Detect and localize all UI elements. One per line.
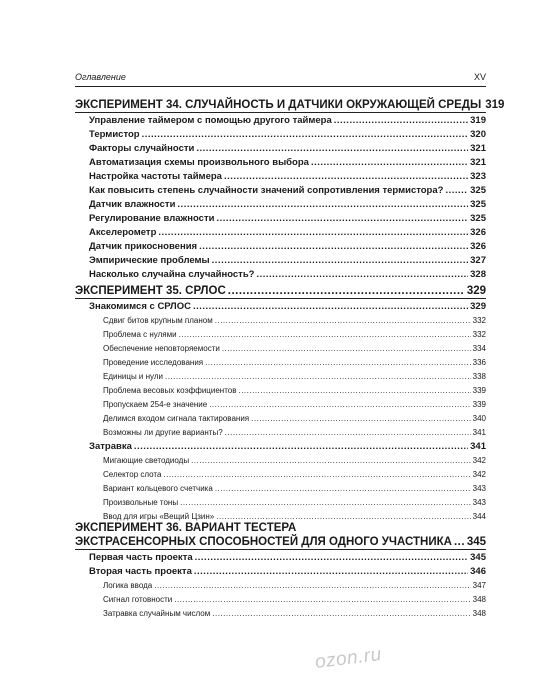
toc-subentry-label: Логика ввода bbox=[103, 581, 153, 590]
toc-entry-label: Управление таймером с помощью другого таймера bbox=[89, 115, 332, 126]
toc-subentry[interactable] bbox=[103, 398, 486, 411]
toc-page-number: 344 bbox=[472, 512, 486, 521]
toc-subentry-label: Проведение исследования bbox=[103, 358, 204, 367]
toc-entry-label: Регулирование влажности bbox=[89, 213, 215, 224]
toc-page-number: 323 bbox=[470, 171, 486, 182]
toc-subentry[interactable] bbox=[103, 314, 486, 327]
toc-leader bbox=[194, 565, 468, 578]
toc-chapter-36[interactable] bbox=[75, 536, 486, 549]
toc-subentry[interactable] bbox=[103, 412, 486, 425]
toc-entry[interactable] bbox=[89, 128, 486, 141]
toc-subentry-label: Проблема весовых коэффициентов bbox=[103, 386, 237, 395]
toc-leader bbox=[256, 268, 468, 281]
toc-subentry-label: Вариант кольцевого счетчика bbox=[103, 484, 213, 493]
toc-leader bbox=[177, 198, 468, 211]
toc-entry-label: Автоматизация схемы произвольного выбора bbox=[89, 157, 309, 168]
toc-leader bbox=[134, 440, 468, 453]
toc-leader bbox=[180, 496, 471, 509]
toc-subentry[interactable] bbox=[103, 482, 486, 495]
toc-entry-label: Термистор bbox=[89, 129, 140, 140]
toc-entry-label: Насколько случайна случайность? bbox=[89, 269, 255, 280]
toc-chapter-title: ЭКСТРАСЕНСОРНЫХ СПОСОБНОСТЕЙ ДЛЯ ОДНОГО УЧАСТНИКА bbox=[75, 536, 452, 548]
toc-page-number: 319 bbox=[470, 115, 486, 126]
toc-chapter-title: ЭКСПЕРИМЕНТ 35. СРЛОС bbox=[75, 285, 226, 297]
toc-subentry-label: Единицы и нули bbox=[103, 372, 163, 381]
toc-subentry-label: Проблема с нулями bbox=[103, 330, 177, 339]
toc-page-number: 345 bbox=[470, 552, 486, 563]
toc-leader bbox=[174, 593, 470, 606]
toc-section[interactable] bbox=[89, 565, 486, 578]
toc-page-number: 321 bbox=[470, 157, 486, 168]
toc-page-number: 346 bbox=[470, 566, 486, 577]
toc-page-number: 342 bbox=[472, 470, 486, 479]
toc-page-number: 348 bbox=[472, 609, 486, 618]
toc-entry[interactable] bbox=[89, 142, 486, 155]
toc-subentry-label: Затравка случайным числом bbox=[103, 609, 211, 618]
toc-entry-label: Настройка частоты таймера bbox=[89, 171, 222, 182]
toc-subentry[interactable] bbox=[103, 607, 486, 620]
toc-entry[interactable] bbox=[89, 184, 486, 197]
toc-entry-label: Факторы случайности bbox=[89, 143, 195, 154]
chapter-underline bbox=[75, 112, 486, 113]
toc-page-number: 325 bbox=[470, 185, 486, 196]
toc-leader bbox=[209, 398, 470, 411]
toc-leader bbox=[205, 356, 471, 369]
toc-leader bbox=[158, 226, 468, 239]
toc-leader bbox=[454, 536, 465, 549]
header-page-number: XV bbox=[473, 72, 486, 82]
toc-leader bbox=[199, 240, 468, 253]
toc-leader bbox=[222, 342, 471, 355]
toc-entry[interactable] bbox=[89, 268, 486, 281]
toc-page-number: 332 bbox=[472, 316, 486, 325]
toc-page-number: 343 bbox=[472, 484, 486, 493]
chapter-underline bbox=[75, 298, 486, 299]
toc-subentry-label: Пропускаем 254-е значение bbox=[103, 400, 208, 409]
chapter-underline bbox=[75, 549, 486, 550]
toc-section[interactable] bbox=[89, 300, 486, 313]
toc-entry[interactable] bbox=[89, 170, 486, 183]
toc-page-number: 347 bbox=[472, 581, 486, 590]
toc-entry-label: Датчик прикосновения bbox=[89, 241, 198, 252]
toc-subentry-label: Мигающие светодиоды bbox=[103, 456, 190, 465]
toc-leader bbox=[212, 607, 470, 620]
toc-subentry-label: Произвольные тоны bbox=[103, 498, 179, 507]
toc-page-number: 342 bbox=[472, 456, 486, 465]
toc-page-number: 319 bbox=[485, 99, 505, 111]
toc-page-number: 325 bbox=[470, 213, 486, 224]
toc-subentry-label: Возможны ли другие варианты? bbox=[103, 428, 223, 437]
toc-subentry-label: Делимся входом сигнала тактирования bbox=[103, 414, 250, 423]
toc-leader bbox=[212, 254, 468, 267]
toc-leader bbox=[154, 579, 470, 592]
toc-entry[interactable] bbox=[89, 240, 486, 253]
toc-leader bbox=[224, 170, 468, 183]
toc-chapter-35[interactable] bbox=[75, 285, 486, 298]
toc-chapter-34[interactable] bbox=[75, 99, 505, 112]
toc-page-number: 326 bbox=[470, 241, 486, 252]
toc-entry[interactable] bbox=[89, 114, 486, 127]
toc-subentry-label: Сигнал готовности bbox=[103, 595, 173, 604]
toc-page-number: 341 bbox=[472, 428, 486, 437]
toc-section-label: Знакомимся с СРЛОС bbox=[89, 301, 191, 312]
toc-page-number: 329 bbox=[470, 301, 486, 312]
header-section-title: Оглавление bbox=[75, 72, 126, 82]
toc-page-number: 339 bbox=[472, 386, 486, 395]
toc-leader bbox=[334, 114, 468, 127]
toc-subentry-label: Ввод для игры «Вещий Цзин» bbox=[103, 512, 215, 521]
toc-subentry[interactable] bbox=[103, 328, 486, 341]
toc-subentry[interactable] bbox=[103, 579, 486, 592]
toc-leader bbox=[225, 426, 471, 439]
toc-section-label: Первая часть проекта bbox=[89, 552, 193, 563]
toc-page-number: 326 bbox=[470, 227, 486, 238]
toc-entry-label: Как повысить степень случайности значений сопротивления термистора? bbox=[89, 185, 444, 196]
toc-page-number: 336 bbox=[472, 358, 486, 367]
toc-subentry[interactable] bbox=[103, 356, 486, 369]
toc-subentry[interactable] bbox=[103, 426, 486, 439]
toc-page-number: 341 bbox=[470, 441, 486, 452]
toc-subentry[interactable] bbox=[103, 496, 486, 509]
toc-page-number: 338 bbox=[472, 372, 486, 381]
toc-entry[interactable] bbox=[89, 156, 486, 169]
toc-page-number: 320 bbox=[470, 129, 486, 140]
toc-page-number: 343 bbox=[472, 498, 486, 507]
toc-subentry-label: Сдвиг битов крупным планом bbox=[103, 316, 213, 325]
toc-entry-label: Эмпирические проблемы bbox=[89, 255, 210, 266]
toc-leader bbox=[196, 142, 468, 155]
toc-entry[interactable] bbox=[89, 212, 486, 225]
toc-page-number: 325 bbox=[470, 199, 486, 210]
toc-leader bbox=[142, 128, 469, 141]
toc-page-number: 332 bbox=[472, 330, 486, 339]
toc-page-number: 345 bbox=[466, 536, 486, 548]
toc-chapter-36-title-line1[interactable]: ЭКСПЕРИМЕНТ 36. ВАРИАНТ ТЕСТЕРА bbox=[75, 522, 297, 534]
toc-leader bbox=[445, 184, 468, 197]
toc-subentry-label: Обеспечение неповторяемости bbox=[103, 344, 220, 353]
toc-page-number: 334 bbox=[472, 344, 486, 353]
toc-entry[interactable] bbox=[89, 198, 486, 211]
toc-leader bbox=[215, 314, 471, 327]
toc-leader bbox=[215, 482, 471, 495]
toc-subentry[interactable] bbox=[103, 384, 486, 397]
toc-page-number: 339 bbox=[472, 400, 486, 409]
toc-chapter-title: ЭКСПЕРИМЕНТ 34. СЛУЧАЙНОСТЬ И ДАТЧИКИ ОКРУЖАЮЩЕЙ СРЕДЫ bbox=[75, 99, 482, 111]
toc-leader bbox=[191, 454, 471, 467]
toc-section[interactable] bbox=[89, 440, 486, 453]
toc-page-number: 329 bbox=[466, 285, 486, 297]
toc-page-number: 328 bbox=[470, 269, 486, 280]
toc-section-label: Вторая часть проекта bbox=[89, 566, 192, 577]
ozon-watermark: ozon.ru bbox=[313, 644, 383, 674]
toc-subentry[interactable] bbox=[103, 593, 486, 606]
toc-leader bbox=[163, 468, 470, 481]
toc-page-number: 327 bbox=[470, 255, 486, 266]
toc-leader bbox=[228, 285, 465, 298]
toc-subentry[interactable] bbox=[103, 342, 486, 355]
toc-page-number: 321 bbox=[470, 143, 486, 154]
toc-leader bbox=[311, 156, 468, 169]
toc-entry[interactable] bbox=[89, 226, 486, 239]
toc-entry[interactable] bbox=[89, 254, 486, 267]
toc-leader bbox=[195, 551, 469, 564]
toc-entry-label: Датчик влажности bbox=[89, 199, 176, 210]
toc-section-label: Затравка bbox=[89, 441, 132, 452]
toc-subentry-label: Селектор слота bbox=[103, 470, 162, 479]
toc-entry-label: Акселерометр bbox=[89, 227, 157, 238]
toc-leader bbox=[193, 300, 468, 313]
toc-section[interactable] bbox=[89, 551, 486, 564]
toc-subentry[interactable] bbox=[103, 454, 486, 467]
toc-subentry[interactable] bbox=[103, 468, 486, 481]
toc-leader bbox=[251, 412, 471, 425]
toc-page-number: 340 bbox=[472, 414, 486, 423]
toc-leader bbox=[216, 212, 468, 225]
toc-subentry[interactable] bbox=[103, 370, 486, 383]
toc-leader bbox=[165, 370, 471, 383]
toc-leader bbox=[179, 328, 471, 341]
page-header bbox=[75, 72, 486, 87]
toc-leader bbox=[238, 384, 470, 397]
toc-page-number: 348 bbox=[472, 595, 486, 604]
